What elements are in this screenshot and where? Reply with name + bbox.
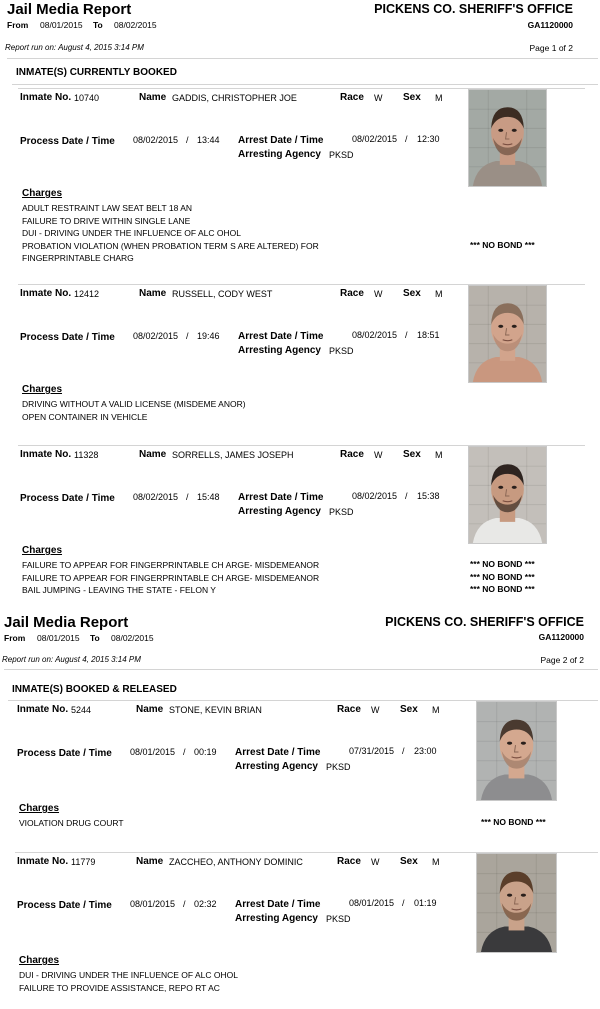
divider	[18, 88, 585, 89]
arrest-time: 18:51	[417, 330, 440, 340]
process-label: Process Date / Time	[17, 900, 112, 911]
process-time: 15:48	[197, 492, 220, 502]
arrest-date: 08/02/2015	[352, 330, 398, 340]
charge-item: ADULT RESTRAINT LAW SEAT BELT 18 AN	[22, 203, 193, 213]
arrest-date: 08/02/2015	[352, 134, 398, 144]
to-label: To	[93, 20, 103, 30]
charges-label: Charges	[19, 955, 60, 966]
sex-label: Sex	[403, 92, 421, 103]
report-title: Jail Media Report	[4, 614, 129, 631]
inmate-no-value: 10740	[74, 93, 100, 103]
mugshot-photo	[468, 285, 547, 383]
name-label: Name	[136, 704, 164, 715]
agency-value: PKSD	[329, 507, 354, 517]
sex-value: M	[432, 705, 440, 715]
process-label: Process Date / Time	[20, 332, 115, 343]
divider	[18, 445, 585, 446]
bond-status: *** NO BOND ***	[470, 239, 535, 250]
sex-label: Sex	[403, 449, 421, 460]
arrest-label: Arrest Date / Time	[238, 492, 324, 503]
arrest-time: 15:38	[417, 491, 440, 501]
process-time: 13:44	[197, 135, 220, 145]
mugshot-photo	[468, 89, 547, 187]
charge-item: PROBATION VIOLATION (WHEN PROBATION TERM S ARE ALTERED) FOR	[22, 240, 319, 251]
charge-item: VIOLATION DRUG COURT	[19, 818, 124, 828]
inmate-no-label: Inmate No.	[20, 288, 72, 299]
from-label: From	[7, 20, 29, 30]
process-time: 02:32	[194, 899, 217, 909]
page-number: Page 1 of 2	[529, 43, 573, 53]
inmate-no-value: 5244	[71, 705, 92, 715]
to-date: 08/02/2015	[111, 633, 154, 643]
charge-item: FAILURE TO PROVIDE ASSISTANCE, REPO RT AC	[19, 982, 220, 993]
sex-label: Sex	[400, 704, 418, 715]
divider	[4, 669, 598, 670]
bond-status: *** NO BOND ***	[470, 559, 535, 569]
to-label: To	[90, 633, 100, 643]
report-code: GA1120000	[538, 632, 584, 642]
race-value: W	[371, 705, 380, 715]
from-date: 08/01/2015	[37, 633, 80, 643]
inmate-no-value: 12412	[74, 289, 100, 299]
name-value: GADDIS, CHRISTOPHER JOE	[172, 93, 297, 103]
agency-value: PKSD	[329, 346, 354, 356]
charges-label: Charges	[19, 803, 60, 814]
arrest-label: Arrest Date / Time	[235, 899, 321, 910]
process-time: 00:19	[194, 747, 217, 757]
process-label: Process Date / Time	[17, 748, 112, 759]
race-label: Race	[340, 288, 364, 299]
charge-item: DUI - DRIVING UNDER THE INFLUENCE OF ALC OHOL	[22, 228, 241, 238]
mugshot-photo	[476, 701, 557, 801]
inmate-no-label: Inmate No.	[20, 449, 72, 460]
arrest-time: 01:19	[414, 898, 437, 908]
divider	[7, 58, 598, 59]
report-title: Jail Media Report	[7, 1, 132, 18]
charges-label: Charges	[22, 545, 63, 556]
charge-item: FINGERPRINTABLE CHARG	[22, 253, 134, 263]
arrest-date: 07/31/2015	[349, 746, 395, 756]
charges-label: Charges	[22, 384, 63, 395]
bond-status: *** NO BOND ***	[470, 584, 535, 594]
arrest-date: 08/02/2015	[352, 491, 398, 501]
from-date: 08/01/2015	[40, 20, 83, 30]
agency-label: Arresting Agency	[238, 149, 321, 160]
race-value: W	[374, 93, 383, 103]
arrest-date: 08/01/2015	[349, 898, 395, 908]
arrest-time: 23:00	[414, 746, 437, 756]
section-title: INMATE(S) CURRENTLY BOOKED	[16, 67, 177, 78]
race-value: W	[371, 857, 380, 867]
race-label: Race	[337, 856, 361, 867]
agency-title: PICKENS CO. SHERIFF'S OFFICE	[385, 615, 584, 629]
run-date: Report run on: August 4, 2015 3:14 PM	[2, 655, 141, 664]
name-label: Name	[139, 92, 167, 103]
mugshot-photo	[476, 853, 557, 953]
agency-value: PKSD	[326, 762, 351, 772]
process-date: 08/02/2015	[133, 331, 179, 341]
charge-item: FAILURE TO APPEAR FOR FINGERPRINTABLE CH ARGE- MISDEMEANOR	[22, 572, 320, 583]
arrest-slash: /	[402, 898, 405, 908]
to-date: 08/02/2015	[114, 20, 157, 30]
process-date: 08/01/2015	[130, 899, 176, 909]
process-slash: /	[186, 331, 189, 341]
divider	[18, 284, 585, 285]
process-date: 08/02/2015	[133, 492, 179, 502]
sex-value: M	[435, 93, 443, 103]
inmate-no-value: 11779	[71, 857, 96, 867]
report-code: GA1120000	[527, 20, 573, 30]
sex-label: Sex	[400, 856, 418, 867]
inmate-no-value: 11328	[74, 450, 99, 460]
section-title: INMATE(S) BOOKED & RELEASED	[12, 684, 177, 695]
process-date: 08/01/2015	[130, 747, 176, 757]
process-label: Process Date / Time	[20, 136, 115, 147]
process-slash: /	[183, 899, 186, 909]
run-date: Report run on: August 4, 2015 3:14 PM	[5, 43, 144, 52]
name-label: Name	[139, 288, 167, 299]
race-value: W	[374, 450, 383, 460]
agency-label: Arresting Agency	[238, 506, 321, 517]
mugshot-photo	[468, 446, 547, 544]
divider	[15, 852, 598, 853]
process-slash: /	[183, 747, 186, 757]
name-label: Name	[136, 856, 164, 867]
arrest-label: Arrest Date / Time	[238, 135, 324, 146]
sex-label: Sex	[403, 288, 421, 299]
agency-label: Arresting Agency	[235, 913, 318, 924]
charge-item: OPEN CONTAINER IN VEHICLE	[22, 411, 148, 422]
process-slash: /	[186, 135, 189, 145]
bond-status: *** NO BOND ***	[481, 817, 546, 827]
process-time: 19:46	[197, 331, 220, 341]
race-label: Race	[337, 704, 361, 715]
arrest-slash: /	[405, 330, 408, 340]
name-value: RUSSELL, CODY WEST	[172, 289, 273, 299]
process-label: Process Date / Time	[20, 493, 115, 504]
agency-value: PKSD	[329, 150, 354, 160]
charge-item: DRIVING WITHOUT A VALID LICENSE (MISDEME ANOR)	[22, 399, 246, 409]
name-value: SORRELLS, JAMES JOSEPH	[172, 450, 294, 460]
charge-item: BAIL JUMPING - LEAVING THE STATE - FELON Y	[22, 585, 216, 595]
charge-item: FAILURE TO APPEAR FOR FINGERPRINTABLE CH ARGE- MISDEMEANOR	[22, 560, 320, 570]
page-number: Page 2 of 2	[540, 655, 584, 665]
process-date: 08/02/2015	[133, 135, 179, 145]
arrest-label: Arrest Date / Time	[238, 331, 324, 342]
arrest-time: 12:30	[417, 134, 440, 144]
inmate-no-label: Inmate No.	[20, 92, 72, 103]
race-label: Race	[340, 92, 364, 103]
name-label: Name	[139, 449, 167, 460]
from-label: From	[4, 633, 26, 643]
name-value: STONE, KEVIN BRIAN	[169, 705, 262, 715]
race-value: W	[374, 289, 383, 299]
arrest-label: Arrest Date / Time	[235, 747, 321, 758]
divider	[15, 700, 598, 701]
arrest-slash: /	[405, 134, 408, 144]
charge-item: DUI - DRIVING UNDER THE INFLUENCE OF ALC OHOL	[19, 970, 238, 980]
agency-label: Arresting Agency	[235, 761, 318, 772]
agency-value: PKSD	[326, 914, 351, 924]
race-label: Race	[340, 449, 364, 460]
agency-title: PICKENS CO. SHERIFF'S OFFICE	[374, 2, 573, 16]
process-slash: /	[186, 492, 189, 502]
divider	[12, 84, 598, 85]
inmate-no-label: Inmate No.	[17, 856, 69, 867]
sex-value: M	[435, 450, 443, 460]
sex-value: M	[432, 857, 440, 867]
agency-label: Arresting Agency	[238, 345, 321, 356]
charge-item: FAILURE TO DRIVE WITHIN SINGLE LANE	[22, 215, 191, 226]
arrest-slash: /	[405, 491, 408, 501]
charges-label: Charges	[22, 188, 63, 199]
inmate-no-label: Inmate No.	[17, 704, 69, 715]
arrest-slash: /	[402, 746, 405, 756]
sex-value: M	[435, 289, 443, 299]
bond-status: *** NO BOND ***	[470, 571, 535, 582]
name-value: ZACCHEO, ANTHONY DOMINIC	[169, 857, 303, 867]
